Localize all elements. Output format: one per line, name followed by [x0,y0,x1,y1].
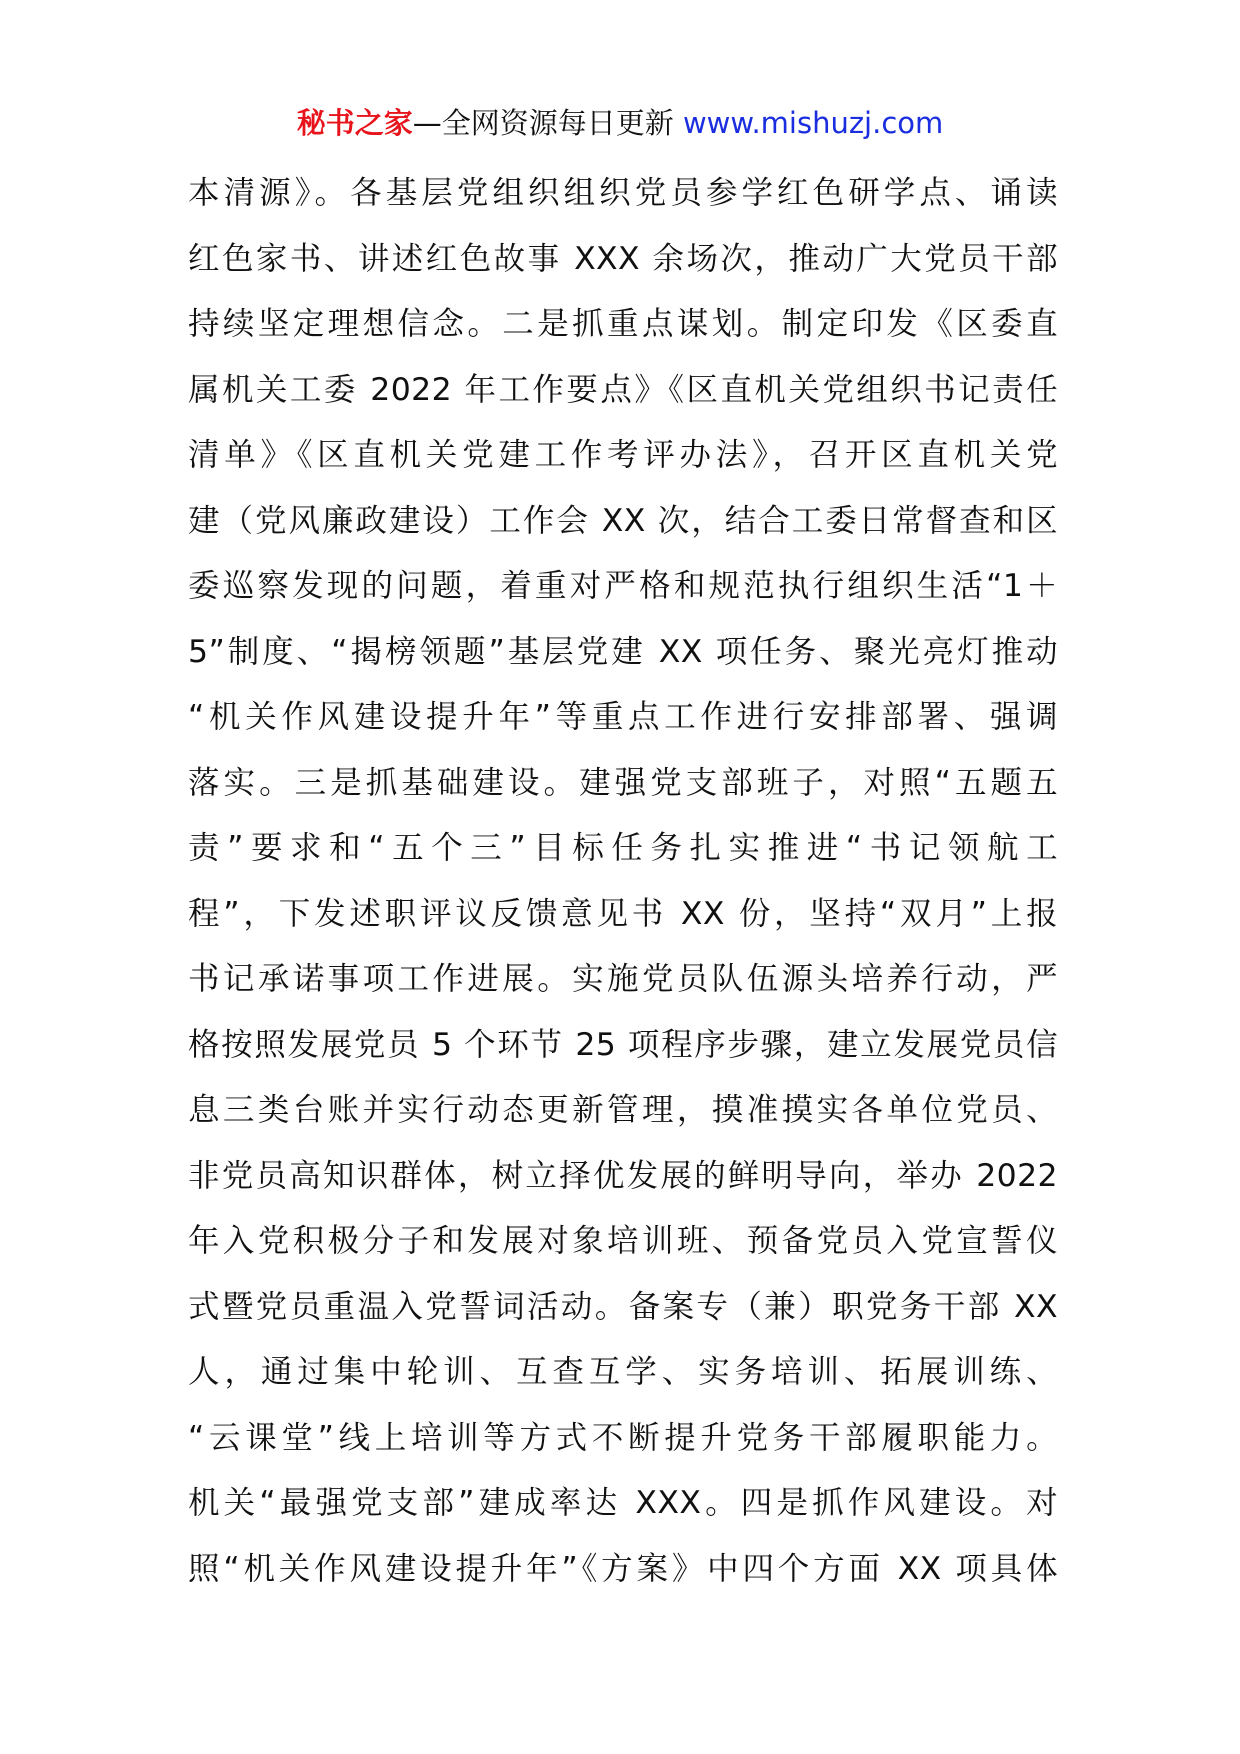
body-line: 5”制度、“揭榜领题”基层党建 XX 项任务、聚光亮灯推动 [188,633,1058,670]
header-brand: 秘书之家 [296,106,413,140]
body-line: 息三类台账并实行动态更新管理，摸准摸实各单位党员、 [188,1092,1058,1128]
body-line: 程”，下发述职评议反馈意见书 XX 份，坚持“双月”上报 [188,895,1058,932]
body-line: 落实。三是抓基础建设。建强党支部班子，对照“五题五 [188,764,1058,801]
body-line: 照“机关作风建设提升年”《方案》中四个方面 XX 项具体 [188,1550,1058,1587]
body-line: 责”要求和“五个三”目标任务扎实推进“书记领航工 [188,830,1058,866]
body-paragraph [188,161,1058,1602]
body-line: 持续坚定理想信念。二是抓重点谋划。制定印发《区委直 [188,306,1058,342]
body-line: 年入党积极分子和发展对象培训班、预备党员入党宣誓仪 [188,1223,1058,1259]
body-line: 人，通过集中轮训、互查互学、实务培训、拓展训练、 [188,1354,1058,1390]
header-url-link[interactable]: www.mishuzj.com [682,106,944,140]
body-line: 委巡察发现的问题，着重对严格和规范执行组织生活“1＋ [188,568,1058,604]
body-line: 格按照发展党员 5 个环节 25 项程序步骤，建立发展党员信 [188,1026,1058,1063]
body-line: “机关作风建设提升年”等重点工作进行安排部署、强调 [188,699,1058,735]
body-line: 式暨党员重温入党誓词活动。备案专（兼）职党务干部 XX [188,1288,1058,1325]
body-line: 机关“最强党支部”建成率达 XXX。四是抓作风建设。对 [188,1485,1058,1521]
header-tagline: —全网资源每日更新 [412,106,674,140]
body-line: 书记承诺事项工作进展。实施党员队伍源头培养行动，严 [188,961,1058,997]
body-line: 本清源》。各基层党组织组织党员参学红色研学点、诵读 [188,175,1058,211]
body-line: 清单》《区直机关党建工作考评办法》，召开区直机关党 [188,437,1058,473]
body-line: 建（党风廉政建设）工作会 XX 次，结合工委日常督查和区 [188,502,1058,539]
body-line: 属机关工委 2022 年工作要点》《区直机关党组织书记责任 [188,371,1058,408]
body-line: 非党员高知识群体，树立择优发展的鲜明导向，举办 2022 [188,1157,1058,1194]
body-line: 红色家书、讲述红色故事 XXX 余场次，推动广大党员干部 [188,240,1058,277]
body-line: “云课堂”线上培训等方式不断提升党务干部履职能力。 [188,1419,1058,1456]
page-header [0,103,1240,143]
